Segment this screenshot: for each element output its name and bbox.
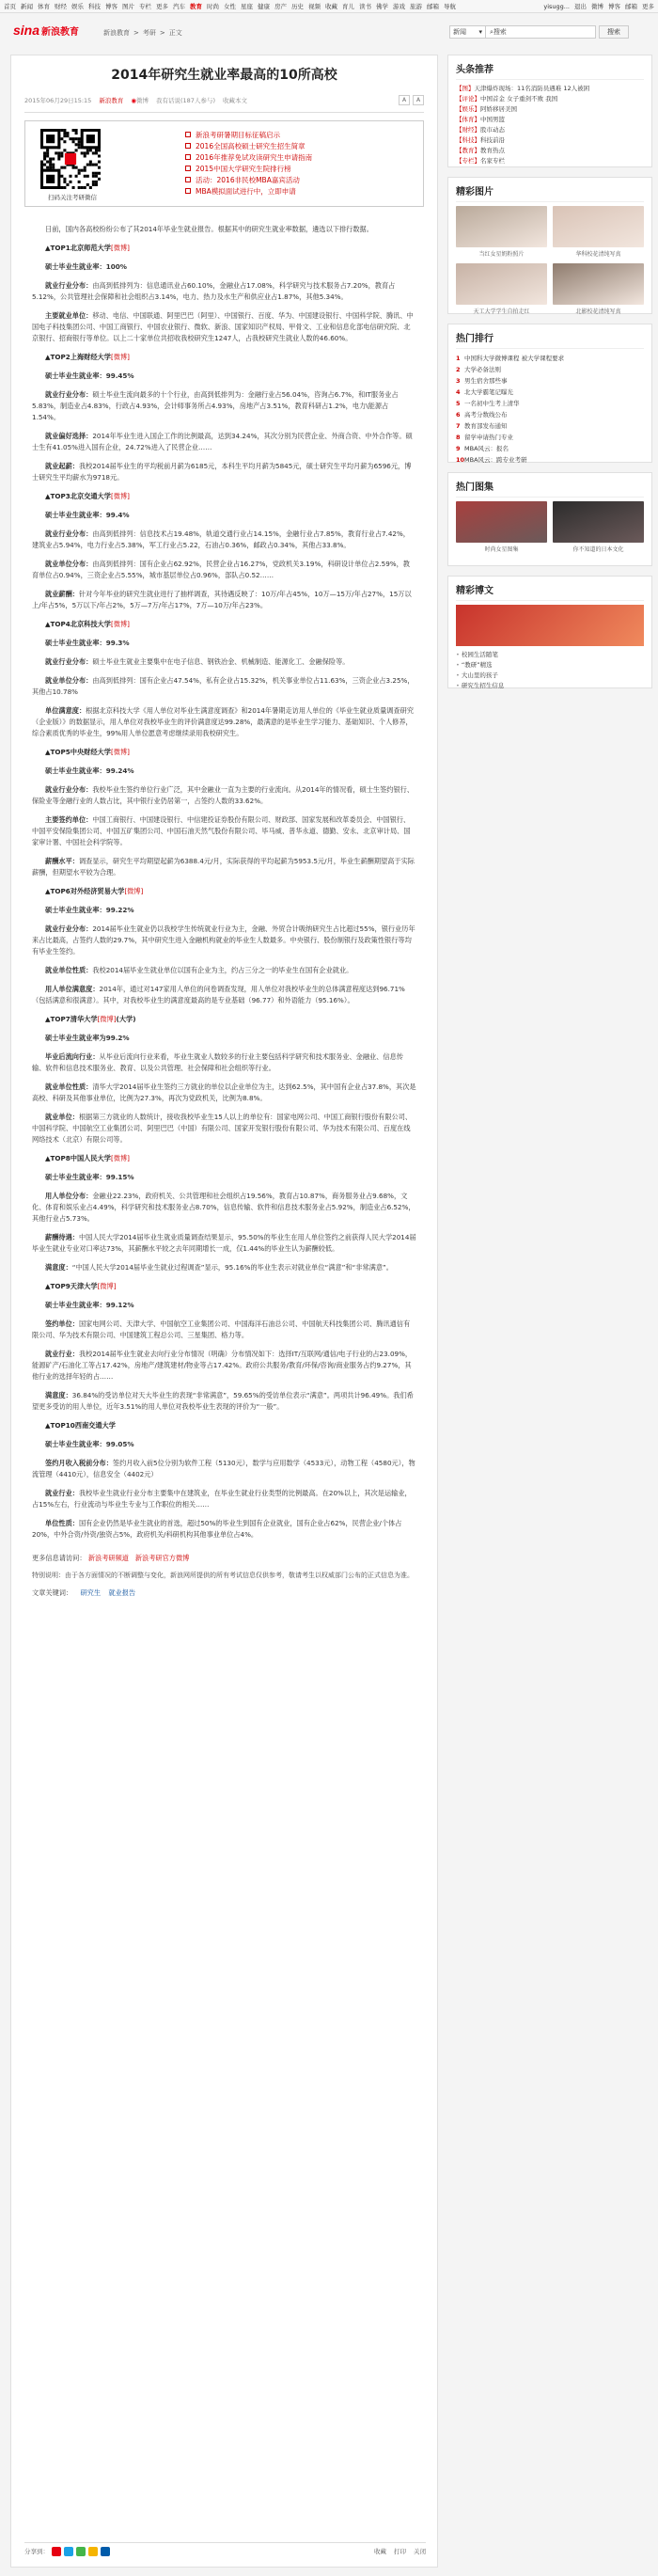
article-paragraph: 就业行业：我校2014届毕业生就业去向行业分布情况（明确）分布情况如下：选择IT/互联网/通信/电子行业的占23.09%，能源矿产/石油化工等占17.42%，房地产/建筑建材/物业等占17.42%。政府公共服务/教育/环保/咨询/商业服务占约9.27%，其他行业的选择年轻的占……: [32, 1350, 413, 1381]
bullet-icon: [185, 188, 191, 194]
article-paragraph: 就业行业：我校毕业生就业行业分布主要集中在建筑业，在毕业生就业行业类型的比例最高。在20%以上，其次是运输业，占15%左右，行业流动与毕业生专业与工作职位的相关……: [32, 1489, 412, 1509]
disclaimer: 特别说明：由于各方面情况的不断调整与变化，新浪网所提供的所有考试信息仅供参考，敬请考生以权威部门公布的正式信息为准。: [32, 1572, 414, 1579]
rank-item[interactable]: 4 北大学霸笔记曝光: [456, 388, 513, 396]
rank-number: 9: [456, 445, 461, 452]
article-paragraph: 就业薪酬：针对今年毕业的研究生就业进行了抽样调查，其待遇反映了：10万/年占45%，10万—15万/年占27%，15万以上/年占5%，5万以下/年占2%，5万—7万/年占17%，7万—10万/年占23%。: [32, 590, 412, 609]
more-info-link[interactable]: 新浪考研频道: [87, 1554, 129, 1562]
weibo-link[interactable]: ◉微博: [131, 96, 149, 104]
nav-item[interactable]: 邮箱: [427, 3, 439, 10]
article-paragraph: 薪酬待遇：中国人民大学2014届毕业生就业质量调查结果显示，95.50%的毕业生在用人单位签约之前获得人民大学2014届毕业生就业专业对口率达73%，其薪酬水平较之去年同期增长一成，仅1.44%的毕业生认为薪酬较低。: [32, 1233, 416, 1253]
keyword-link[interactable]: 研究生: [80, 1588, 102, 1597]
article-paragraph: 日前，国内各高校纷纷公布了其2014年毕业生就业报告。根据其中的研究生就业率数据，遴选以下排行数据。: [45, 225, 373, 233]
rank-item[interactable]: 1 中国科大学微博课程 被大学课程要求: [456, 355, 565, 362]
more-info: 更多信息请访问： 新浪考研频道 新浪考研官方微博: [32, 1554, 190, 1562]
breadcrumb: [103, 28, 186, 38]
photo-caption: 北影校花清纯写真: [575, 308, 621, 315]
topnav-right-item[interactable]: 更多: [642, 3, 654, 10]
nav-item[interactable]: 首页: [4, 3, 16, 10]
photo-grid: [456, 206, 644, 315]
section-heading: ▲TOP2上海财经大学[微博]: [45, 353, 130, 361]
article-paragraph: 就业行业分布：硕士毕业生流向最多的十个行业，由高到低排列为：金融行业占56.04%，咨询占6.7%，和IT服务业占5.83%，制造业占4.83%，行政占4.93%，会计师事务所占4.93%，房地产占3.51%，教育科研占1.2%，电力\能源占1.54%。: [32, 390, 399, 421]
section-heading: ▲TOP6对外经济贸易大学[微博]: [45, 887, 144, 895]
blog-image[interactable]: [456, 605, 644, 646]
rate-line: 硕士毕业生就业率：99.12%: [45, 1301, 134, 1309]
rate-line: 硕士毕业生就业率：99.4%: [45, 511, 130, 519]
rate-line: 硕士毕业生就业率：99.24%: [45, 766, 134, 775]
user-name[interactable]: yisugg...: [543, 2, 570, 10]
headline-item[interactable]: 【专栏】名家专栏: [456, 157, 505, 165]
weibo-icon: ◉: [131, 96, 136, 104]
weibo-link[interactable]: [微博]: [110, 748, 130, 756]
headline-item[interactable]: 【体育】中国男篮: [456, 116, 505, 123]
photo-item[interactable]: [456, 206, 547, 258]
nav-item[interactable]: 导航: [444, 3, 456, 10]
nav-item[interactable]: 佛学: [376, 3, 388, 10]
rank-number: 2: [456, 366, 461, 373]
photos2-title: 热门图集: [456, 479, 644, 498]
article-paragraph: 就业单位性质：我校2014届毕业生就业单位以国有企业为主，约占三分之一的毕业生在国有企业就业。: [45, 966, 353, 974]
search-icon: ⌕: [490, 27, 494, 36]
weibo-share-icon[interactable]: [52, 2547, 61, 2556]
article-paragraph: 就业行业分布：2014届毕业生就业仍以我校学生传统就业行业为主，金融、外贸合计吸纳研究生占比超过55%，银行业历年来占比最高，占签约人数的29.7%，其中研究生进入金融机构就业的毕业生人数最多。中央银行、股份制银行及政策性银行等均有毕业生签约。: [32, 925, 415, 956]
rank-box: [447, 324, 652, 463]
headlines-list: [456, 84, 644, 166]
rank-title: 热门排行: [456, 330, 644, 349]
rank-item[interactable]: 10MBA风云：跨专业考研: [456, 456, 527, 464]
photos-title: 精彩图片: [456, 183, 644, 202]
promo-link[interactable]: 活动：2016非民校MBA嘉宾活动: [185, 174, 312, 185]
photo-caption: 华科校花清纯写真: [575, 251, 621, 258]
bullet-icon: [185, 177, 191, 182]
photo-item[interactable]: [456, 263, 547, 315]
article-paragraph: 单位性质：国有企业仍然是毕业生就业的首选，超过50%的毕业生到国有企业就业，国有企业占62%，民营企业/个体占20%，中外合资/外资/独资占5%，政府机关/科研机构其他事业单位占4%。: [32, 1519, 402, 1539]
rank-item[interactable]: 5 一名初中生考上清华: [456, 400, 520, 407]
nav-item[interactable]: 教育: [190, 3, 202, 10]
weibo-link[interactable]: [微博]: [110, 492, 130, 500]
photo-thumbnail[interactable]: [456, 263, 547, 305]
qq-share-icon[interactable]: [64, 2547, 73, 2556]
article-paragraph: 薪酬水平：调查显示，研究生平均期望起薪为6388.4元/月，实际获得的平均起薪为5953.5元/月，毕业生薪酬期望高于实际薪酬，但期望水平较为合理。: [32, 857, 415, 877]
headline-item[interactable]: 【财经】股市动态: [456, 126, 505, 134]
article-paragraph: 主要就业单位：移动、电信、中国联通、阿里巴巴（阿里）、中国银行、百度、华为、中国建设银行、中国科学院、腾讯、中国电子科技集团公司、中国工商银行、中国农业银行、微软、新浪、国家知识产权局、甲骨文、工业和信息化部电信研究院、北京银行、招商银行等单位。以上二十家单位共招收我校研究生1247人，占我校研究生就业人数的46.60%。: [32, 311, 414, 342]
nav-item[interactable]: 读书: [359, 3, 371, 10]
keyword-link[interactable]: 就业报告: [108, 1588, 136, 1597]
bullet-icon: [185, 154, 191, 160]
weibo-link[interactable]: [微博]: [110, 620, 130, 628]
article-source[interactable]: 新浪教育: [99, 96, 124, 104]
blog-item[interactable]: • 研究生招生信息: [456, 681, 644, 691]
section-heading: ▲TOP3北京交通大学[微博]: [45, 492, 130, 500]
publish-date: 2015年06月29日15:15: [24, 96, 92, 104]
article-paragraph: 就业行业分布：由高到低排列：信息技术占19.48%，轨道交通行业占14.15%，金融行业占7.85%，教育行业占7.42%，建筑业占5.94%，电力行业占5.38%，军工行业占5.22，石油占0.36%，邮政占0.34%，其他占33.8%。: [32, 529, 410, 549]
photo-caption: 当红女星奶粉照片: [478, 251, 525, 258]
section-heading: ▲TOP9天津大学[微博]: [45, 1282, 117, 1290]
search-input[interactable]: ⌕ 搜索: [490, 27, 507, 36]
article-keywords: 文章关键词： 研究生 就业报告: [32, 1588, 136, 1597]
article-paragraph: 就业单位性质：清华大学2014届毕业生签约三方就业的单位以企业单位为主，达到62.5%，其中国有企业占37.8%，其次是高校、科研及其他事业单位，比例为27.3%，再次为党政机关，比例为8.8%。: [32, 1083, 416, 1102]
nav-item[interactable]: 专栏: [139, 3, 151, 10]
search-category-select[interactable]: 新闻 ▾: [450, 26, 486, 38]
rate-line: 硕士毕业生就业率：99.05%: [45, 1440, 134, 1448]
print-button[interactable]: 打印: [394, 2548, 406, 2555]
blog-item[interactable]: • “教研”精选: [456, 660, 644, 671]
logout-link[interactable]: 退出: [574, 3, 587, 10]
nav-item[interactable]: 博客: [105, 3, 118, 10]
promo-link[interactable]: 2016年推荐免试攻读研究生申请指南: [185, 151, 312, 163]
font-enlarge-button[interactable]: A: [399, 95, 410, 105]
search-button[interactable]: 搜索: [599, 25, 629, 39]
photos2-box: [447, 472, 652, 566]
nav-item[interactable]: 体育: [38, 3, 50, 10]
nav-item[interactable]: 更多: [156, 3, 168, 10]
blog-box: [447, 576, 652, 688]
nav-item[interactable]: 旅游: [410, 3, 422, 10]
nav-item[interactable]: 育儿: [342, 3, 354, 10]
article-body: [32, 224, 416, 1541]
article-paragraph: 就业行业分布：由高到低排列为：信息通讯业占60.10%，金融业占17.08%，科学研究与技术服务占7.20%，教育占5.12%，公共管理社会保障和社会组织占3.14%，电力、热力及水生产和供应业占1.87%，其他5.34%。: [32, 281, 396, 301]
article-paragraph: 满意度：36.84%的受访单位对天大毕业生的表现“非常满意”，59.65%的受访单位表示“满意”。两项共计96.49%。我们希望更多受访的用人单位，近年3.51%的用人单位对我校毕业生表现的评价为“一般”。: [32, 1391, 414, 1411]
bullet-icon: [185, 166, 191, 171]
blog-list: [456, 650, 644, 691]
nav-item[interactable]: 图片: [122, 3, 134, 10]
collect-link[interactable]: 收藏本文: [222, 96, 247, 104]
article-paragraph: 主要签约单位：中国工商银行、中国建设银行、中信建投证券股份有限公司、财政部、国家发展和改革委员会、中国银行、中国平安保险集团公司、中国五矿集团公司、中国石油天然气股份有限公司、毕马威、普华永道、德勤、安永、北京审计局、国家审计署、中国社会科学院等。: [32, 815, 411, 846]
bullet-icon: [185, 132, 191, 137]
more-info-link[interactable]: 新浪考研官方微博: [134, 1554, 190, 1562]
blog-title: 精彩博文: [456, 582, 644, 601]
article-paragraph: 用人单位满意度：2014年，通过对147家用人单位的问卷调查发现，用人单位对我校毕业生的总体满意程度达到96.71%（包括满意和很满意）。其中，对我校毕业生的满意度最高的是专业基础（96.77）和外语能力（95.16%）。: [32, 985, 405, 1004]
weibo-link[interactable]: [微博]: [110, 353, 130, 361]
breadcrumb-item: >: [159, 29, 165, 37]
rate-line: 硕士毕业生就业率：100%: [45, 262, 127, 271]
rate-line: 硕士毕业生就业率：99.15%: [45, 1173, 134, 1181]
gallery-item[interactable]: [456, 501, 547, 553]
divider: [24, 112, 424, 113]
rank-number: 1: [456, 355, 461, 362]
headlines-title: 头条推荐: [456, 61, 644, 80]
sidebar: [447, 55, 652, 698]
breadcrumb-item[interactable]: 考研: [142, 29, 156, 37]
chevron-down-icon: ▾: [478, 28, 482, 36]
headline-item[interactable]: 【娱乐】阿娇移居美国: [456, 105, 517, 113]
gallery-caption: 你不知道的日本文化: [572, 546, 624, 553]
article-paragraph: 就业单位分布：由高到低排列：国有企业占62.92%，民营企业占16.27%，党政机关3.19%，科研设计单位占2.59%，教育单位占0.94%，三资企业占5.55%，城市基层单位占0.96%，部队占0.52……: [32, 560, 410, 579]
weibo-link[interactable]: [微博]: [110, 244, 130, 252]
breadcrumb-item[interactable]: 新浪教育: [103, 29, 130, 37]
promo-link[interactable]: 新浪考研暑期目标征稿启示: [185, 129, 312, 140]
article-paragraph: 用人单位分布：金融业22.23%，政府机关、公共管理和社会组织占19.56%，教育占10.87%，商务服务业占9.68%，文化、体育和娱乐业占4.49%，科学研究和技术服务业占8.70%，信息传输、软件和信息技术服务业占5.92%，制造业占6.52%，其他行业占5.73%。: [32, 1192, 415, 1223]
photo2-grid: [456, 501, 644, 553]
rank-item[interactable]: 7 教育部发布通知: [456, 422, 508, 430]
section-heading: ▲TOP10西南交通大学: [45, 1421, 116, 1430]
nav-item[interactable]: 健康: [258, 3, 270, 10]
rank-number: 6: [456, 411, 461, 419]
article-paragraph: 就业起薪：我校2014届毕业生的平均税前月薪为6185元，本科生平均月薪为5845元，硕士研究生平均月薪为6596元，博士研究生平均薪水为9718元。: [32, 462, 412, 482]
nav-item[interactable]: 科技: [88, 3, 101, 10]
share-bar: 分享到： 收藏 打印 关闭: [24, 2542, 426, 2559]
rank-item[interactable]: 8 留学申请热门专业: [456, 434, 513, 441]
article-title: 2014年研究生就业率最高的10所高校: [111, 68, 337, 83]
nav-item[interactable]: 视频: [308, 3, 321, 10]
nav-item[interactable]: 历史: [291, 3, 304, 10]
collect-button[interactable]: 收藏: [374, 2548, 386, 2555]
headline-item[interactable]: 【图】天津爆炸现场：11名消防员遇难 12人被困: [456, 85, 590, 92]
rate-line: 硕士毕业生就业率：99.45%: [45, 371, 134, 380]
article-paragraph: 单位满意度：根据北京科技大学《用人单位对毕业生满意度调查》和2014年暑期走访用人单位的《毕业生就业质量调查研究（企业版）》的数据显示，用人单位对我校毕业生的评价满意度达99.28%，最满意的是毕业生学习能力、基础知识、个人修养，综合素质优秀的毕业生，99%用人单位愿意考虑继续录用我校研究生。: [32, 706, 415, 737]
rank-number: 5: [456, 400, 461, 407]
nav-item[interactable]: 财经: [55, 3, 67, 10]
section-heading: ▲TOP5中央财经大学[微博]: [45, 748, 130, 756]
photo-item[interactable]: [553, 206, 644, 258]
promo-link[interactable]: 2015中国大学研究生院排行榜: [185, 163, 312, 174]
rate-line: 硕士毕业生就业率：99.3%: [45, 639, 130, 647]
top-navigation: [0, 0, 658, 13]
wechat-share-icon[interactable]: [76, 2547, 86, 2556]
nav-item[interactable]: 星座: [241, 3, 253, 10]
article-paragraph: 就业单位：根据第三方就业的人数统计，接收我校毕业生15人以上的单位有：国家电网公司、中国工商银行股份有限公司、中国科学院、中国航空工业集团公司、阿里巴巴（中国）有限公司、国家开发银行股份有限公司、华为技术有限公司、百度在线网络技术（北京）有限公司等。: [32, 1113, 413, 1144]
topnav-right-item[interactable]: 微博: [591, 3, 603, 10]
rank-item[interactable]: 9 MBA风云：报名: [456, 445, 509, 452]
nav-item[interactable]: 时尚: [207, 3, 219, 10]
font-shrink-button[interactable]: A: [413, 95, 424, 105]
sina-logo[interactable]: sina 新浪教育: [13, 23, 80, 38]
nav-item[interactable]: 汽车: [173, 3, 185, 10]
section-heading: ▲TOP7清华大学[微博](大学): [45, 1015, 136, 1023]
article-paragraph: 就业行业分布：我校毕业生签约单位行业广泛，其中金融业一直为主要的行业流向。从2014年的情况看，硕士生签约银行、保险业等金融行业的人数占比，其中银行业仍居第一，占签约人数的33.62%。: [32, 785, 415, 805]
bullet-icon: [185, 143, 191, 149]
article-paragraph: 满意度：“中国人民大学2014届毕业生就业过程调查”显示，95.16%的毕业生表示对就业单位“满意”和“非常满意”。: [45, 1263, 393, 1272]
site-header: [0, 17, 658, 49]
qzone-share-icon[interactable]: [88, 2547, 98, 2556]
promo-links: [185, 129, 312, 197]
photos-box: [447, 177, 652, 314]
close-button[interactable]: 关闭: [414, 2548, 426, 2555]
gallery-item[interactable]: [553, 501, 644, 553]
rank-item[interactable]: 6 高考分数线公布: [456, 411, 508, 419]
article-paragraph: 毕业后流向行业：从毕业后流向行业来看，毕业生就业人数较多的行业主要包括科学研究和技术服务业、金融业、信息传输、软件和信息技术服务业、教育、以及公共管理、社会保障和社会组织等行业。: [32, 1052, 403, 1072]
article-paragraph: 就业偏好选择：2014年毕业生进入国企工作的比例最高，达到34.24%，其次分别为民营企业、外商合资、中外合作等。硕士生有41.05%进入国有企业，24.72%进入了民营企业……: [32, 432, 413, 451]
qr-caption: 扫码关注考研微信: [48, 194, 97, 201]
rank-item[interactable]: 3 男生宿舍那些事: [456, 377, 508, 385]
photo-thumbnail[interactable]: [553, 206, 644, 247]
rank-number: 7: [456, 422, 461, 430]
blog-item[interactable]: • 大山里的孩子: [456, 671, 644, 681]
article-paragraph: 签约月收入税前分布：签约月收入前5位分别为软件工程（5130元），数学与应用数学（4533元），动物工程（4580元），物流管理（4410元），信息安全（4402元）: [32, 1459, 415, 1478]
rate-line: 硕士毕业生就业率：99.22%: [45, 906, 134, 914]
nav-item[interactable]: 女性: [224, 3, 236, 10]
search-box[interactable]: [449, 25, 596, 39]
rate-line: 硕士毕业生就业率为99.2%: [45, 1034, 130, 1042]
breadcrumb-item[interactable]: 正文: [168, 29, 182, 37]
photo-item[interactable]: [553, 263, 644, 315]
topnav-right-item[interactable]: 博客: [608, 3, 620, 10]
rank-number: 4: [456, 388, 461, 396]
nav-item[interactable]: 新闻: [21, 3, 33, 10]
renren-share-icon[interactable]: [101, 2547, 110, 2556]
weibo-link[interactable]: [微博]: [97, 1015, 117, 1023]
gallery-caption: 时尚女星图集: [484, 546, 519, 553]
section-heading: ▲TOP8中国人民大学[微博]: [45, 1154, 130, 1162]
promo-link[interactable]: 2016全国高校硕士研究生招生简章: [185, 140, 312, 151]
gallery-thumbnail[interactable]: [456, 501, 547, 543]
photo-caption: 天工大学学生自拍走红: [473, 308, 530, 315]
headline-item[interactable]: 【评论】中国首金 女子重剑不败 我国: [456, 95, 558, 103]
headlines-box: [447, 55, 652, 167]
rank-number: 3: [456, 377, 461, 385]
weibo-link[interactable]: [微博]: [110, 1154, 130, 1162]
blog-item[interactable]: • 校园生活随笔: [456, 650, 644, 660]
nav-item[interactable]: 收藏: [325, 3, 337, 10]
article-container: [10, 55, 438, 2568]
gallery-thumbnail[interactable]: [553, 501, 644, 543]
weibo-link[interactable]: [微博]: [97, 1282, 117, 1290]
headline-item[interactable]: 【科技】科技前沿: [456, 136, 505, 144]
rank-item[interactable]: 2 大学必备法则: [456, 366, 501, 373]
qr-code-icon: [40, 129, 101, 189]
topnav-right: [543, 2, 654, 10]
article-paragraph: 就业单位分布：由高到低排列：国有企业占47.54%，私有企业占15.32%，机关事业单位占11.63%，三资企业占3.25%，其他占10.78%: [32, 676, 415, 696]
section-heading: ▲TOP1北京师范大学[微博]: [45, 244, 130, 252]
promo-box: [24, 120, 424, 207]
rank-number: 8: [456, 434, 461, 441]
article-paragraph: 签约单位：国家电网公司、天津大学、中国航空工业集团公司、中国海洋石油总公司、中国航天科技集团公司、腾讯通信有限公司、华为技术有限公司、中国建筑工程总公司、三星集团、格力等。: [32, 1320, 411, 1339]
rank-list: [456, 353, 644, 466]
nav-item[interactable]: 游戏: [393, 3, 405, 10]
weibo-link[interactable]: [微博]: [124, 887, 144, 895]
headline-item[interactable]: 【教育】教育热点: [456, 147, 505, 154]
topnav-right-item[interactable]: 邮箱: [625, 3, 637, 10]
rank-number: 10: [456, 456, 465, 464]
article-meta: [24, 93, 424, 106]
article-paragraph: 就业行业分布：硕士毕业生就业主要集中在电子信息、钢铁冶金、机械制造、能源化工、金融保险等。: [45, 657, 350, 666]
comments-link[interactable]: 我有话说(187人参与): [156, 96, 215, 104]
promo-link[interactable]: MBA模拟面试进行中，立即申请: [185, 185, 312, 197]
nav-item[interactable]: 娱乐: [71, 3, 84, 10]
nav-item[interactable]: 房产: [274, 3, 287, 10]
font-size-tools: [399, 95, 424, 105]
section-heading: ▲TOP4北京科技大学[微博]: [45, 620, 130, 628]
photo-thumbnail[interactable]: [553, 263, 644, 305]
photo-thumbnail[interactable]: [456, 206, 547, 247]
breadcrumb-item: >: [133, 29, 139, 37]
